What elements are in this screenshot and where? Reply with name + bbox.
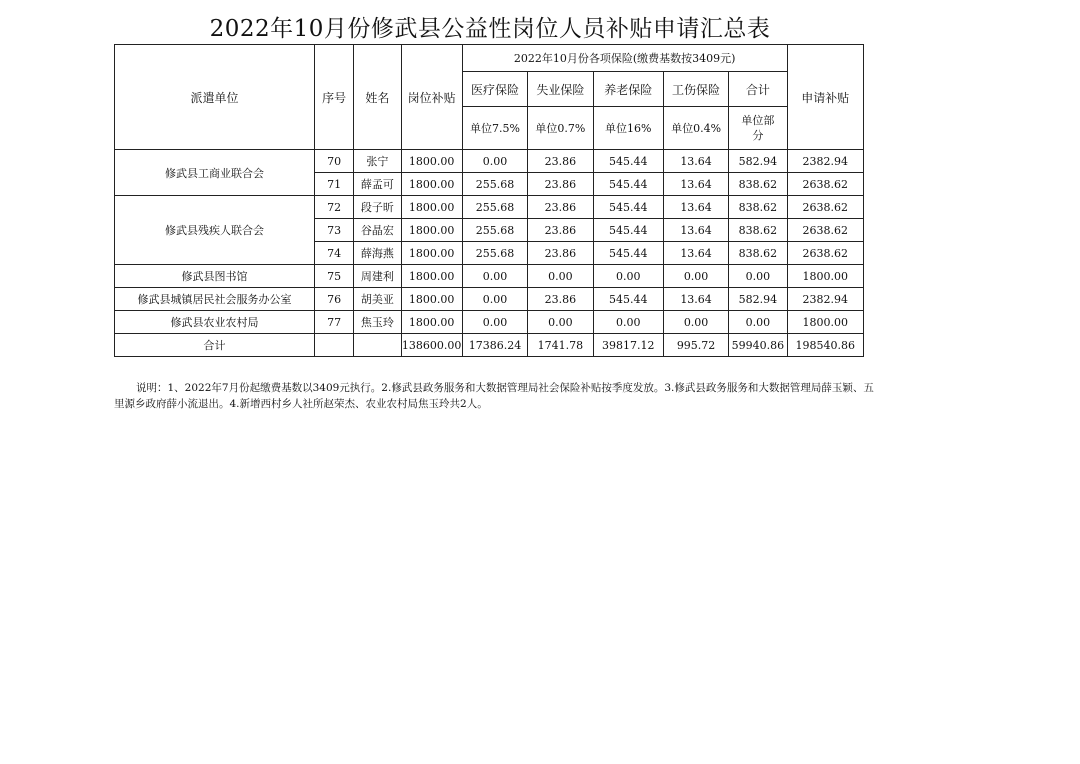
pension-cell: 545.44 (593, 288, 663, 311)
header-subsidy: 岗位补贴 (401, 45, 462, 150)
unit-cell: 修武县城镇居民社会服务办公室 (115, 288, 315, 311)
total-cell: 582.94 (729, 288, 787, 311)
name-cell: 段子昕 (354, 196, 401, 219)
name-cell: 胡美亚 (354, 288, 401, 311)
table-row (115, 196, 864, 219)
pension-cell: 545.44 (593, 242, 663, 265)
summary-table (114, 44, 864, 357)
page-title: 2022年10月份修武县公益性岗位人员补贴申请汇总表 (209, 16, 771, 42)
name-cell: 谷晶宏 (354, 219, 401, 242)
unemployment-cell: 23.86 (528, 242, 593, 265)
seq-cell: 75 (315, 265, 354, 288)
injury-cell: 0.00 (663, 311, 728, 334)
subsidy-cell: 1800.00 (401, 265, 462, 288)
medical-cell: 0.00 (462, 311, 527, 334)
unit-cell: 修武县农业农村局 (115, 311, 315, 334)
injury-cell: 13.64 (663, 150, 728, 173)
apply-cell: 2382.94 (787, 288, 863, 311)
medical-cell: 255.68 (462, 242, 527, 265)
table-row (115, 265, 864, 288)
total-cell: 0.00 (729, 265, 787, 288)
pension-cell: 545.44 (593, 196, 663, 219)
total-cell: 582.94 (729, 150, 787, 173)
header-injury: 工伤保险 (663, 72, 728, 107)
injury-cell: 13.64 (663, 288, 728, 311)
medical-cell: 255.68 (462, 196, 527, 219)
unemployment-cell: 23.86 (528, 196, 593, 219)
header-name: 姓名 (354, 45, 401, 150)
header-unit: 派遣单位 (115, 45, 315, 150)
seq-cell: 74 (315, 242, 354, 265)
unemployment-cell: 23.86 (528, 219, 593, 242)
header-pension-rate: 单位16% (593, 107, 663, 150)
name-cell: 张宁 (354, 150, 401, 173)
name-total-blank (354, 334, 401, 357)
medical-cell: 255.68 (462, 219, 527, 242)
header-unemployment: 失业保险 (528, 72, 593, 107)
apply-cell: 2638.62 (787, 219, 863, 242)
subsidy-total: 138600.00 (401, 334, 462, 357)
header-unemployment-rate: 单位0.7% (528, 107, 593, 150)
subsidy-cell: 1800.00 (401, 173, 462, 196)
header-medical: 医疗保险 (462, 72, 527, 107)
header-seq: 序号 (315, 45, 354, 150)
header-medical-rate: 单位7.5% (462, 107, 527, 150)
seq-cell: 71 (315, 173, 354, 196)
subsidy-cell: 1800.00 (401, 150, 462, 173)
pension-cell: 545.44 (593, 150, 663, 173)
total-cell: 838.62 (729, 219, 787, 242)
medical-cell: 255.68 (462, 173, 527, 196)
total-cell: 838.62 (729, 173, 787, 196)
table-row (115, 311, 864, 334)
injury-cell: 13.64 (663, 219, 728, 242)
pension-total: 39817.12 (593, 334, 663, 357)
medical-cell: 0.00 (462, 150, 527, 173)
subsidy-cell: 1800.00 (401, 219, 462, 242)
apply-total: 198540.86 (787, 334, 863, 357)
injury-cell: 13.64 (663, 173, 728, 196)
total-row (115, 334, 864, 357)
table-row (115, 150, 864, 173)
apply-cell: 2638.62 (787, 173, 863, 196)
injury-cell: 0.00 (663, 265, 728, 288)
unit-cell: 修武县图书馆 (115, 265, 315, 288)
apply-cell: 2638.62 (787, 196, 863, 219)
unemployment-cell: 23.86 (528, 173, 593, 196)
medical-cell: 0.00 (462, 265, 527, 288)
unemployment-cell: 0.00 (528, 265, 593, 288)
unemployment-cell: 23.86 (528, 150, 593, 173)
unit-cell: 修武县残疾人联合会 (115, 196, 315, 265)
seq-cell: 76 (315, 288, 354, 311)
injury-total: 995.72 (663, 334, 728, 357)
apply-cell: 2382.94 (787, 150, 863, 173)
total-total: 59940.86 (729, 334, 787, 357)
total-cell: 0.00 (729, 311, 787, 334)
table-row (115, 288, 864, 311)
apply-cell: 1800.00 (787, 265, 863, 288)
seq-cell: 72 (315, 196, 354, 219)
pension-cell: 545.44 (593, 219, 663, 242)
unemployment-total: 1741.78 (528, 334, 593, 357)
header-injury-rate: 单位0.4% (663, 107, 728, 150)
pension-cell: 545.44 (593, 173, 663, 196)
medical-total: 17386.24 (462, 334, 527, 357)
pension-cell: 0.00 (593, 311, 663, 334)
name-cell: 周建利 (354, 265, 401, 288)
subsidy-cell: 1800.00 (401, 288, 462, 311)
medical-cell: 0.00 (462, 288, 527, 311)
unit-cell: 修武县工商业联合会 (115, 150, 315, 196)
header-total: 合计 (729, 72, 787, 107)
seq-cell: 70 (315, 150, 354, 173)
name-cell: 焦玉玲 (354, 311, 401, 334)
apply-cell: 2638.62 (787, 242, 863, 265)
name-cell: 薛海燕 (354, 242, 401, 265)
injury-cell: 13.64 (663, 242, 728, 265)
header-apply: 申请补贴 (787, 45, 863, 150)
injury-cell: 13.64 (663, 196, 728, 219)
unemployment-cell: 23.86 (528, 288, 593, 311)
unemployment-cell: 0.00 (528, 311, 593, 334)
subsidy-cell: 1800.00 (401, 196, 462, 219)
seq-total-blank (315, 334, 354, 357)
total-cell: 838.62 (729, 242, 787, 265)
header-pension: 养老保险 (593, 72, 663, 107)
seq-cell: 77 (315, 311, 354, 334)
total-cell: 838.62 (729, 196, 787, 219)
header-total-part: 单位部分 (729, 107, 787, 150)
subsidy-cell: 1800.00 (401, 311, 462, 334)
subsidy-cell: 1800.00 (401, 242, 462, 265)
footnote: 说明：1、2022年7月份起缴费基数以3409元执行。2.修武县政务服务和大数据管理局社会保险补贴按季度发放。3.修武县政务服务和大数据管理局薛玉颖、五里源乡政府薛小流退出。4.新增西村乡人社所赵荣杰、农业农村局焦玉玲共2人。 (114, 382, 874, 410)
apply-cell: 1800.00 (787, 311, 863, 334)
pension-cell: 0.00 (593, 265, 663, 288)
seq-cell: 73 (315, 219, 354, 242)
name-cell: 薛孟可 (354, 173, 401, 196)
total-label: 合计 (115, 334, 315, 357)
header-insurance-group: 2022年10月份各项保险(缴费基数按3409元) (462, 45, 787, 72)
